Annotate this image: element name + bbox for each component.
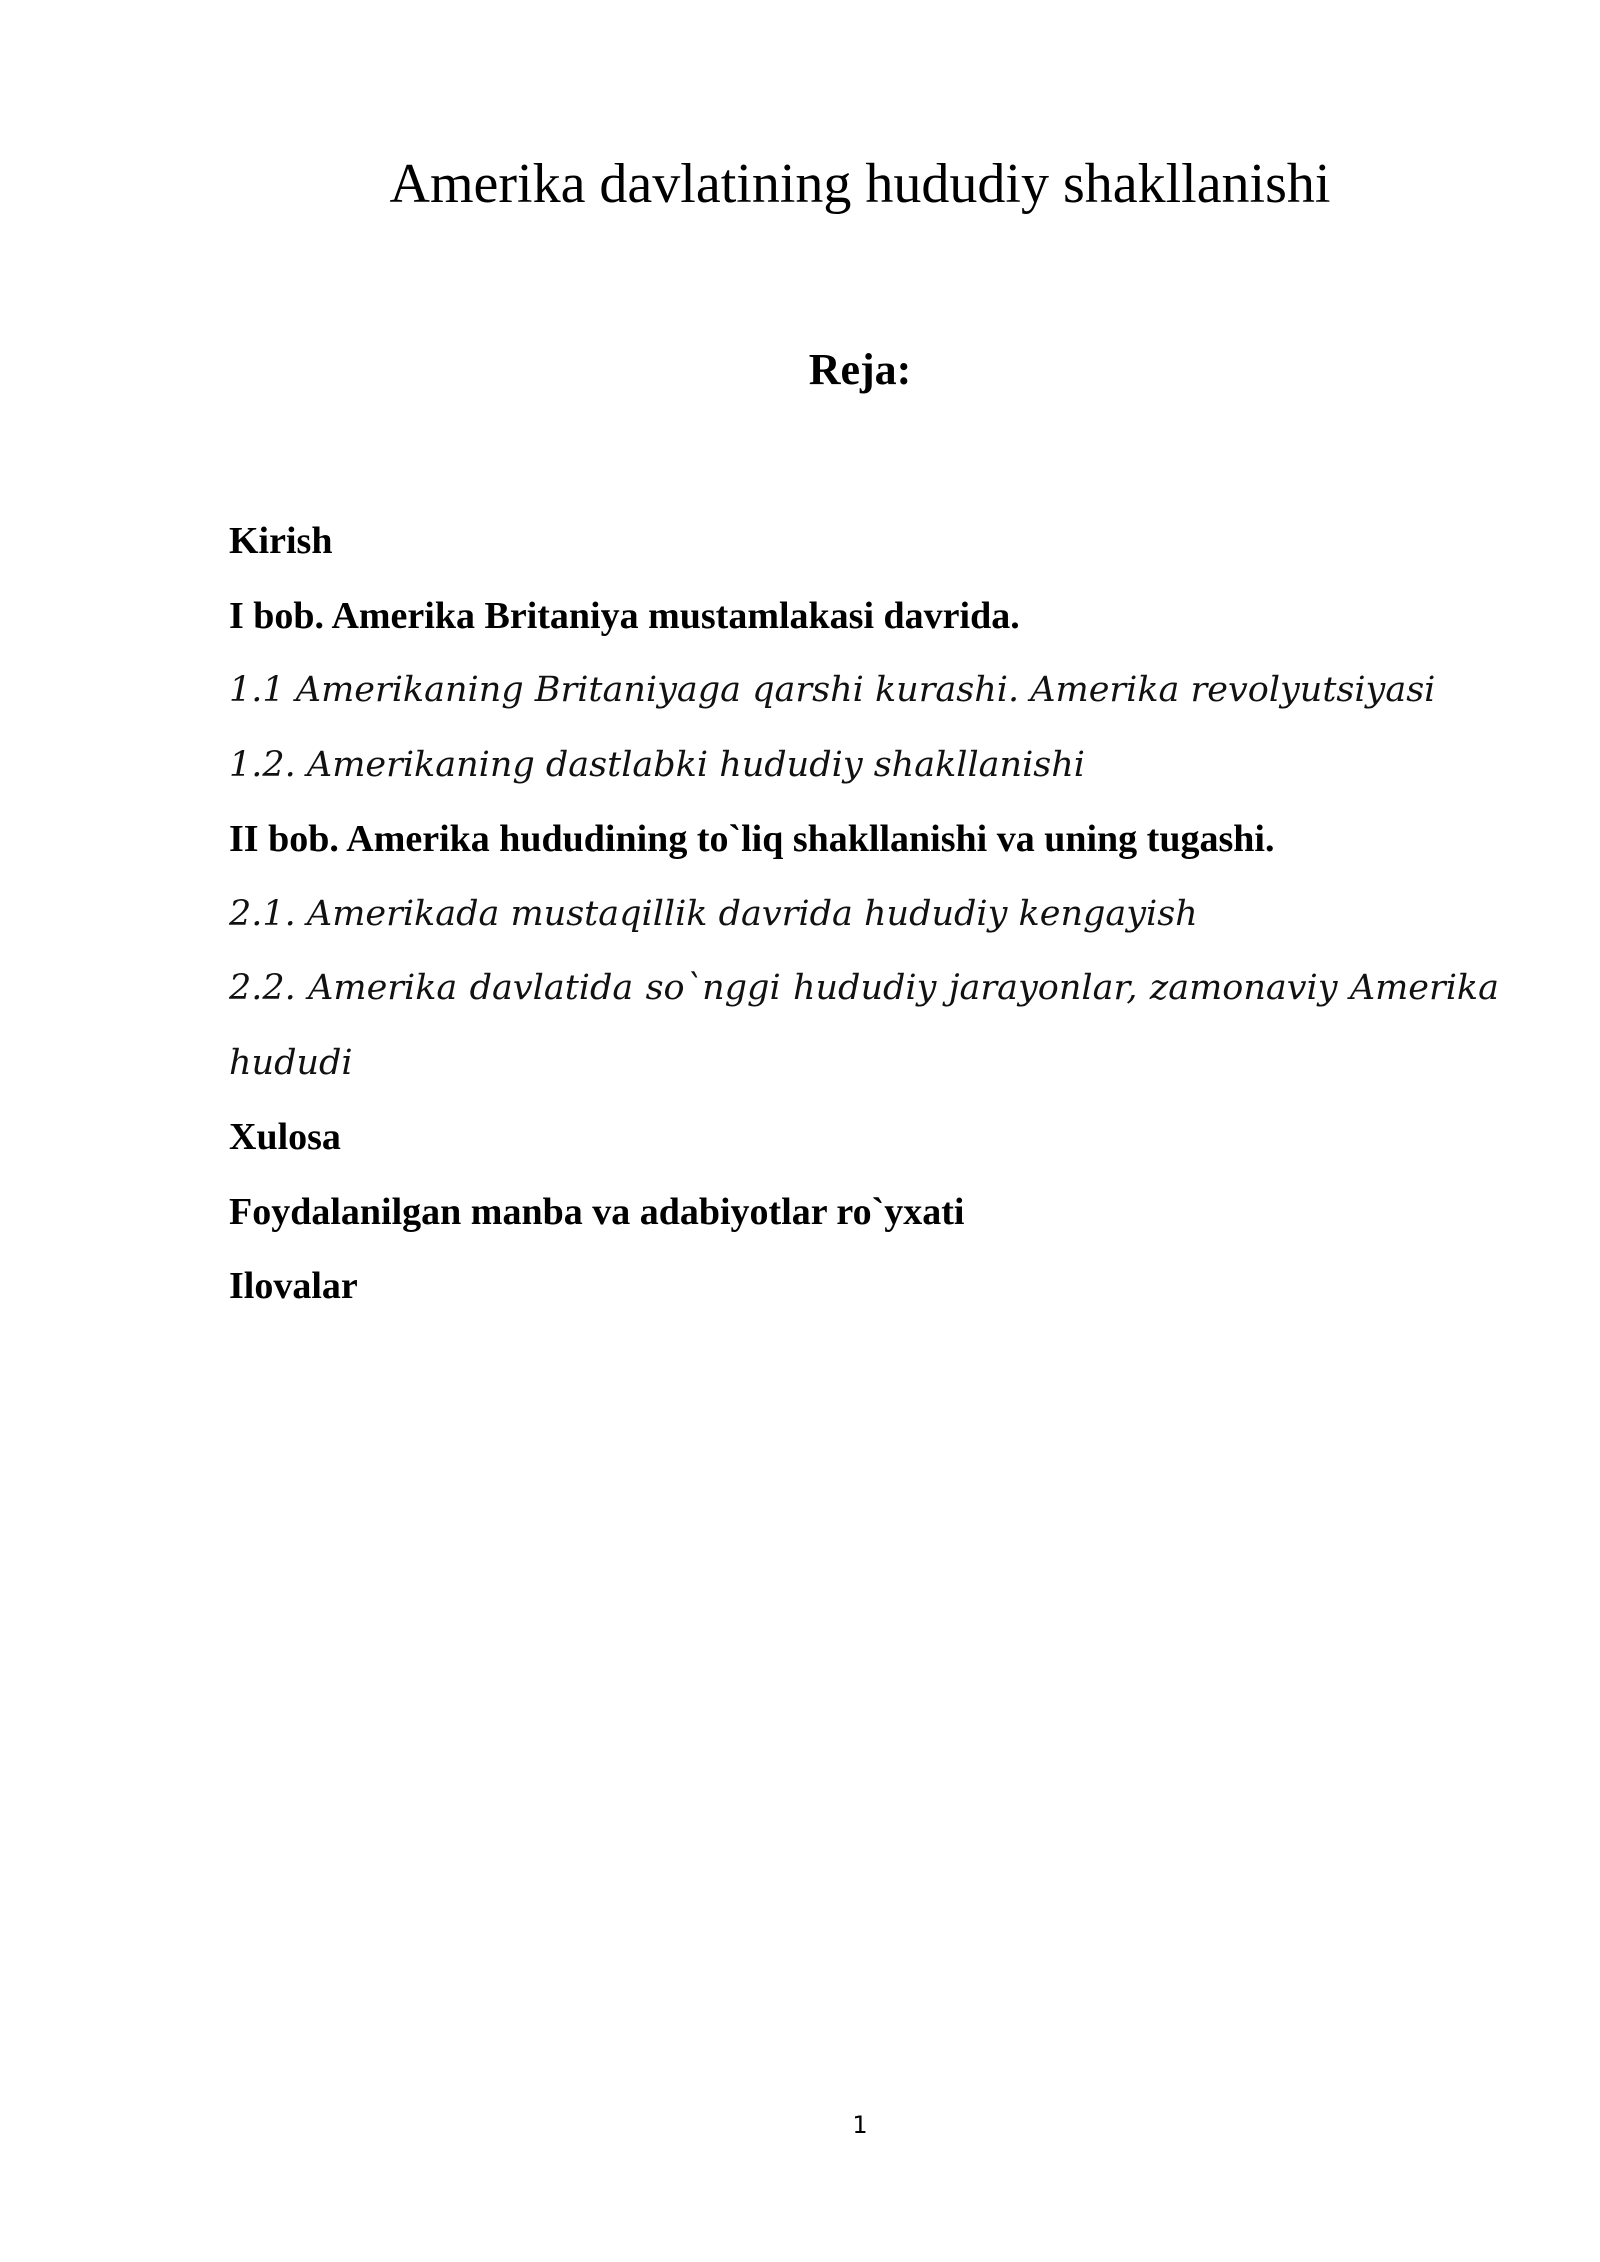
toc-item-chapter-1: I bob. Amerika Britaniya mustamlakasi davrida. (229, 594, 1020, 637)
toc-item-section-1-2: 1.2. Amerikaning dastlabki hududiy shakllanishi (229, 744, 1085, 785)
page-number: 1 (852, 2111, 868, 2139)
table-of-contents (229, 504, 1499, 1324)
toc-item-introduction: Kirish (229, 520, 333, 562)
toc-item-conclusion: Xulosa (229, 1116, 341, 1158)
toc-item-section-2-2: 2.2. Amerika davlatida so`nggi hududiy jarayonlar, zamonaviy Amerika hududi (229, 968, 1499, 1083)
document-title: Amerika davlatining hududiy shakllanishi (389, 153, 1331, 215)
toc-item-section-2-1: 2.1. Amerikada mustaqillik davrida hududiy kengayish (229, 893, 1198, 934)
toc-item-references: Foydalanilgan manba va adabiyotlar ro`yxati (229, 1190, 965, 1233)
plan-heading: Reja: (808, 345, 912, 394)
toc-item-section-1-1: 1.1 Amerikaning Britaniyaga qarshi kurashi. Amerika revolyutsiyasi (229, 670, 1436, 710)
toc-item-chapter-2: II bob. Amerika hududining to`liq shakllanishi va uning tugashi. (229, 818, 1275, 860)
toc-item-appendices: Ilovalar (229, 1265, 358, 1307)
